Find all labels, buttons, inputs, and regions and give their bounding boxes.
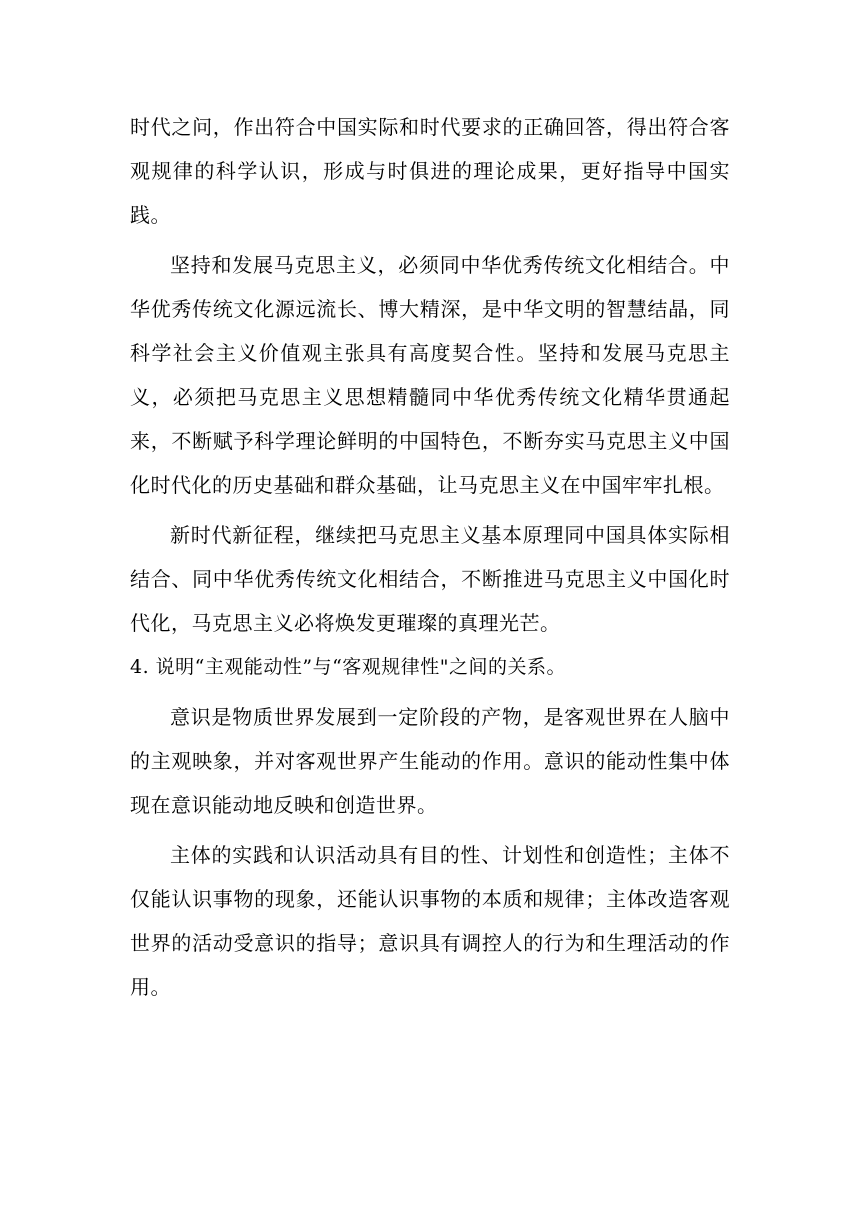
- paragraph-traditional-culture: 坚持和发展马克思主义，必须同中华优秀传统文化相结合。中华优秀传统文化源远流长、博大精深，是中华文明的智慧结晶，同科学社会主义价值观主张具有高度契合性。坚持和发展马克思主义，必须把马克思主义思想精髓同中华优秀传统文化精华贯通起来，不断赋予科学理论鲜明的中国特色，不断夯实马克思主义中国化时代化的历史基础和群众基础，让马克思主义在中国牢牢扎根。: [130, 253, 730, 497]
- paragraph-subject-activity: 主体的实践和认识活动具有目的性、计划性和创造性；主体不仅能认识事物的现象，还能认识事物的本质和规律；主体改造客观世界的活动受意识的指导；意识具有调控人的行为和生理活动的作用。: [130, 843, 730, 999]
- document-body: [130, 105, 730, 1009]
- paragraph-new-era: 新时代新征程，继续把马克思主义基本原理同中国具体实际相结合、同中华优秀传统文化相结合，不断推进马克思主义中国化时代化，马克思主义必将焕发更璀璨的真理光芒。: [130, 523, 730, 635]
- question-4-heading: 4. 说明“主观能动性”与“客观规律性"之间的关系。: [130, 656, 567, 678]
- paragraph-consciousness: 意识是物质世界发展到一定阶段的产物，是客观世界在人脑中的主观映象，并对客观世界产生能动的作用。意识的能动性集中体现在意识能动地反映和创造世界。: [130, 705, 730, 817]
- paragraph-continuation: 时代之问，作出符合中国实际和时代要求的正确回答，得出符合客观规律的科学认识，形成与时俱进的理论成果，更好指导中国实践。: [130, 115, 730, 227]
